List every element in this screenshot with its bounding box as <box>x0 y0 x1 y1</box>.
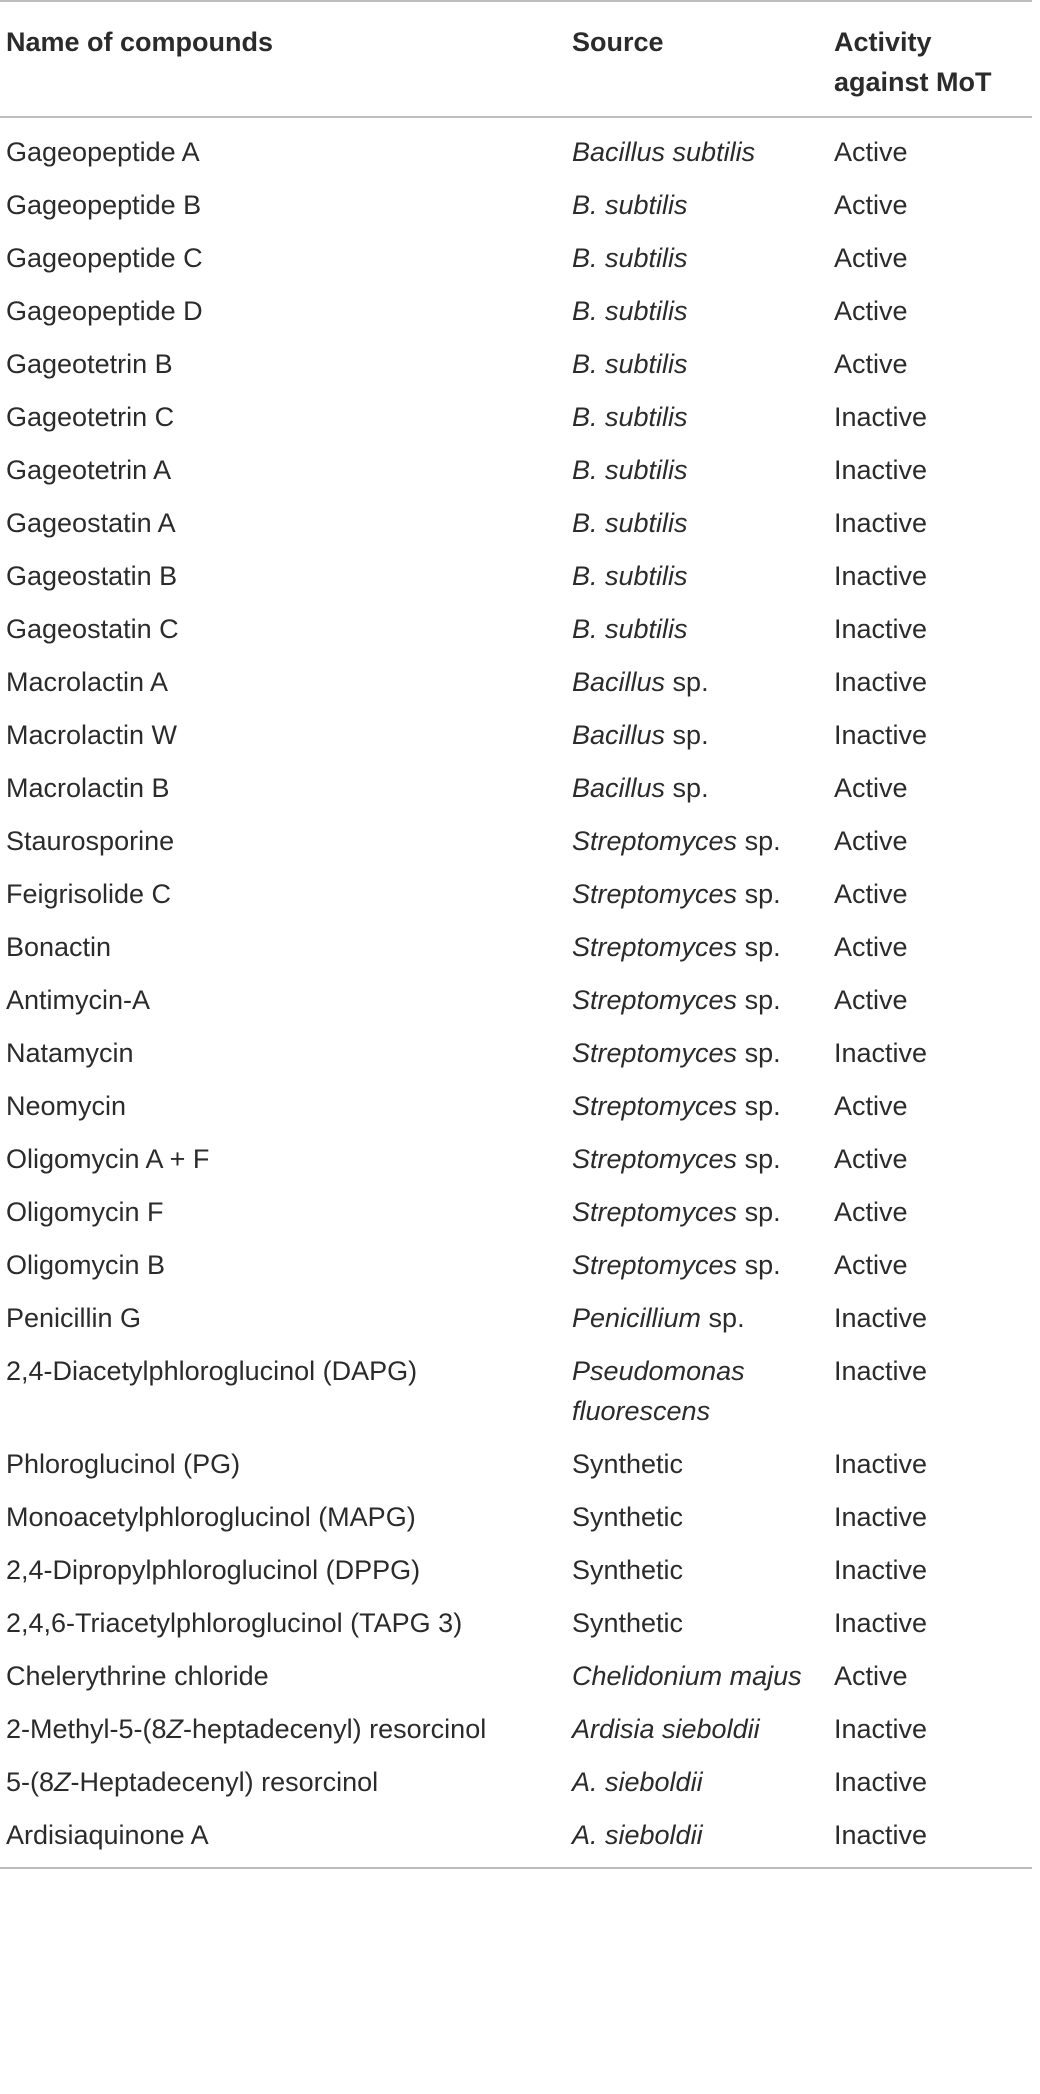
activity-cell: Active <box>834 932 908 962</box>
table-row <box>0 708 1032 761</box>
activity-cell: Inactive <box>834 508 928 538</box>
activity-cell: Inactive <box>834 1820 928 1850</box>
activity-cell: Active <box>834 190 908 220</box>
compound-name-italic: Z <box>166 1714 184 1744</box>
source-organism: Penicillium <box>572 1303 702 1333</box>
source-text: sp. <box>737 1144 781 1174</box>
source-cell <box>566 284 828 337</box>
compound-name-cell <box>0 602 566 655</box>
compound-name-text: Ardisiaquinone A <box>6 1820 209 1850</box>
table-row <box>0 117 1032 178</box>
table-row <box>0 1490 1032 1543</box>
activity-cell: Inactive <box>834 1502 928 1532</box>
source-cell <box>566 1437 828 1490</box>
source-cell <box>566 1649 828 1702</box>
compound-name-text: Macrolactin A <box>6 667 169 697</box>
activity-cell: Inactive <box>834 1608 928 1638</box>
source-text: Synthetic <box>572 1502 684 1532</box>
compound-name-text: Neomycin <box>6 1091 127 1121</box>
source-cell <box>566 655 828 708</box>
table-body <box>0 117 1032 1868</box>
compound-name-text: 5-(8 <box>6 1767 55 1797</box>
compound-name-text: Oligomycin F <box>6 1197 164 1227</box>
source-organism: B. subtilis <box>572 508 688 538</box>
compound-name-text: Bonactin <box>6 932 112 962</box>
compound-name-text: Gageopeptide A <box>6 137 200 167</box>
compound-name-cell <box>0 1132 566 1185</box>
table-row <box>0 1543 1032 1596</box>
compound-name-cell <box>0 284 566 337</box>
compound-name-text: Staurosporine <box>6 826 175 856</box>
compound-name-text: 2,4,6-Triacetylphloroglucinol (TAPG 3) <box>6 1608 463 1638</box>
compound-name-text: Monoacetylphloroglucinol (MAPG) <box>6 1502 416 1532</box>
compound-name-cell <box>0 1437 566 1490</box>
compound-name-text: Gageopeptide B <box>6 190 202 220</box>
source-organism: Streptomyces <box>572 1197 738 1227</box>
source-organism: B. subtilis <box>572 190 688 220</box>
source-cell <box>566 1702 828 1755</box>
source-text: sp. <box>665 720 709 750</box>
compound-name-text: Gageotetrin A <box>6 455 172 485</box>
source-organism: Bacillus <box>572 720 666 750</box>
compound-name-text: 2,4-Diacetylphloroglucinol (DAPG) <box>6 1356 418 1386</box>
source-text: sp. <box>737 1197 781 1227</box>
activity-cell: Inactive <box>834 1555 928 1585</box>
compound-name-cell <box>0 761 566 814</box>
compound-name-text: Antimycin-A <box>6 985 151 1015</box>
source-cell <box>566 761 828 814</box>
source-cell <box>566 1079 828 1132</box>
source-text: Synthetic <box>572 1449 684 1479</box>
table-row <box>0 867 1032 920</box>
table-row <box>0 178 1032 231</box>
source-organism: B. subtilis <box>572 561 688 591</box>
source-cell <box>566 443 828 496</box>
source-organism: Streptomyces <box>572 1250 738 1280</box>
source-organism: Streptomyces <box>572 985 738 1015</box>
source-text: sp. <box>737 1250 781 1280</box>
source-organism: Bacillus <box>572 667 666 697</box>
source-cell <box>566 1185 828 1238</box>
table-header <box>0 1 1032 117</box>
compound-name-cell <box>0 1649 566 1702</box>
compound-name-cell <box>0 1344 566 1437</box>
table-row <box>0 761 1032 814</box>
source-organism: B. subtilis <box>572 455 688 485</box>
compound-name-cell <box>0 1755 566 1808</box>
source-cell <box>566 867 828 920</box>
activity-cell: Inactive <box>834 1038 928 1068</box>
source-cell <box>566 814 828 867</box>
table-row <box>0 284 1032 337</box>
source-organism: Streptomyces <box>572 1038 738 1068</box>
source-organism: B. subtilis <box>572 402 688 432</box>
compound-name-text: 2,4-Dipropylphloroglucinol (DPPG) <box>6 1555 421 1585</box>
activity-cell: Inactive <box>834 614 928 644</box>
table-row <box>0 602 1032 655</box>
table-row <box>0 1702 1032 1755</box>
source-cell <box>566 117 828 178</box>
activity-cell: Active <box>834 349 908 379</box>
source-text: sp. <box>737 826 781 856</box>
source-text: sp. <box>737 1091 781 1121</box>
source-cell <box>566 1543 828 1596</box>
compound-name-text: Gageotetrin B <box>6 349 173 379</box>
activity-cell: Active <box>834 1661 908 1691</box>
source-organism: B. subtilis <box>572 243 688 273</box>
source-cell <box>566 1026 828 1079</box>
activity-cell: Inactive <box>834 455 928 485</box>
compound-name-cell <box>0 1185 566 1238</box>
compound-name-text: 2-Methyl-5-(8 <box>6 1714 167 1744</box>
activity-cell: Active <box>834 1144 908 1174</box>
table-row <box>0 1437 1032 1490</box>
source-cell <box>566 1238 828 1291</box>
source-organism: A. sieboldii <box>572 1820 703 1850</box>
table-row <box>0 1026 1032 1079</box>
source-text: Synthetic <box>572 1608 684 1638</box>
source-cell <box>566 1755 828 1808</box>
activity-cell: Active <box>834 985 908 1015</box>
source-text: sp. <box>701 1303 745 1333</box>
compound-name-cell <box>0 1543 566 1596</box>
table-row <box>0 549 1032 602</box>
compound-name-text: Chelerythrine chloride <box>6 1661 269 1691</box>
compound-name-text: Macrolactin B <box>6 773 170 803</box>
compound-name-cell <box>0 390 566 443</box>
activity-cell: Inactive <box>834 1356 928 1386</box>
table-row <box>0 1596 1032 1649</box>
table-row <box>0 814 1032 867</box>
source-organism: Ardisia sieboldii <box>572 1714 760 1744</box>
compound-name-cell <box>0 1291 566 1344</box>
source-text: sp. <box>665 667 709 697</box>
table-row <box>0 1649 1032 1702</box>
source-cell <box>566 549 828 602</box>
header-source: Source <box>572 27 664 57</box>
activity-cell: Inactive <box>834 1303 928 1333</box>
activity-cell: Inactive <box>834 1449 928 1479</box>
table-row <box>0 973 1032 1026</box>
source-organism: Pseudomonas fluorescens <box>572 1356 745 1426</box>
compound-name-text: Penicillin G <box>6 1303 142 1333</box>
activity-cell: Active <box>834 1091 908 1121</box>
compound-name-text: Feigrisolide C <box>6 879 172 909</box>
compound-name-cell <box>0 867 566 920</box>
source-cell <box>566 231 828 284</box>
compound-name-cell <box>0 337 566 390</box>
table-row <box>0 231 1032 284</box>
source-cell <box>566 178 828 231</box>
activity-cell: Active <box>834 1197 908 1227</box>
compound-name-cell <box>0 117 566 178</box>
compound-name-text: Phloroglucinol (PG) <box>6 1449 241 1479</box>
compound-name-text: Gageostatin A <box>6 508 176 538</box>
source-cell <box>566 1808 828 1868</box>
source-text: Synthetic <box>572 1555 684 1585</box>
table-row <box>0 443 1032 496</box>
activity-cell: Active <box>834 243 908 273</box>
activity-cell: Active <box>834 879 908 909</box>
header-activity: Activity against MoT <box>834 27 992 97</box>
activity-cell: Inactive <box>834 402 928 432</box>
compound-name-cell <box>0 1079 566 1132</box>
activity-cell: Active <box>834 826 908 856</box>
compound-name-text: Oligomycin B <box>6 1250 166 1280</box>
activity-cell: Inactive <box>834 1767 928 1797</box>
compound-name-cell <box>0 814 566 867</box>
source-cell <box>566 602 828 655</box>
source-text: sp. <box>737 879 781 909</box>
source-cell <box>566 1132 828 1185</box>
source-cell <box>566 1490 828 1543</box>
source-organism: B. subtilis <box>572 349 688 379</box>
activity-cell: Inactive <box>834 561 928 591</box>
compound-name-text: Oligomycin A + F <box>6 1144 210 1174</box>
source-organism: Streptomyces <box>572 1144 738 1174</box>
table-row <box>0 1132 1032 1185</box>
table-row <box>0 1185 1032 1238</box>
compound-name-cell <box>0 1238 566 1291</box>
table-row <box>0 1344 1032 1437</box>
source-text: sp. <box>737 932 781 962</box>
activity-cell: Active <box>834 137 908 167</box>
compound-name-cell <box>0 655 566 708</box>
table-row <box>0 920 1032 973</box>
compound-name-cell <box>0 1490 566 1543</box>
activity-cell: Active <box>834 1250 908 1280</box>
compound-name-cell <box>0 496 566 549</box>
source-organism: Streptomyces <box>572 879 738 909</box>
source-cell <box>566 1596 828 1649</box>
compound-name-cell <box>0 708 566 761</box>
source-text: sp. <box>737 985 781 1015</box>
compound-name-italic: Z <box>54 1767 71 1797</box>
activity-cell: Active <box>834 773 908 803</box>
activity-cell: Inactive <box>834 720 928 750</box>
compound-name-text: -heptadecenyl) resorcinol <box>183 1714 487 1744</box>
compound-name-text: -Heptadecenyl) resorcinol <box>70 1767 379 1797</box>
source-cell <box>566 1291 828 1344</box>
source-text: sp. <box>665 773 709 803</box>
table-row <box>0 1808 1032 1868</box>
source-cell <box>566 496 828 549</box>
activity-cell: Active <box>834 296 908 326</box>
source-organism: Bacillus <box>572 773 666 803</box>
source-organism: B. subtilis <box>572 296 688 326</box>
source-organism: Chelidonium majus <box>572 1661 802 1691</box>
compound-name-cell <box>0 1808 566 1868</box>
source-cell <box>566 1344 828 1437</box>
compound-name-text: Gageopeptide D <box>6 296 203 326</box>
compound-name-text: Natamycin <box>6 1038 134 1068</box>
table-row <box>0 337 1032 390</box>
source-organism: A. sieboldii <box>572 1767 703 1797</box>
table-row <box>0 655 1032 708</box>
header-row <box>0 1 1032 117</box>
source-cell <box>566 973 828 1026</box>
table-row <box>0 390 1032 443</box>
compound-name-cell <box>0 1596 566 1649</box>
compound-name-cell <box>0 231 566 284</box>
compound-name-cell <box>0 920 566 973</box>
activity-cell: Inactive <box>834 667 928 697</box>
compound-name-cell <box>0 178 566 231</box>
header-name-of-compounds: Name of compounds <box>6 27 274 57</box>
source-text: sp. <box>737 1038 781 1068</box>
source-cell <box>566 390 828 443</box>
source-organism: Streptomyces <box>572 826 738 856</box>
compound-name-text: Gageotetrin C <box>6 402 175 432</box>
compound-name-text: Macrolactin W <box>6 720 178 750</box>
source-cell <box>566 920 828 973</box>
table-row <box>0 1755 1032 1808</box>
compound-name-text: Gageostatin C <box>6 614 179 644</box>
compound-name-text: Gageostatin B <box>6 561 178 591</box>
compound-name-cell <box>0 1026 566 1079</box>
compound-name-cell <box>0 973 566 1026</box>
activity-cell: Inactive <box>834 1714 928 1744</box>
compound-name-cell <box>0 1702 566 1755</box>
source-organism: Streptomyces <box>572 932 738 962</box>
table-row <box>0 496 1032 549</box>
compound-name-cell <box>0 443 566 496</box>
table-row <box>0 1291 1032 1344</box>
source-cell <box>566 337 828 390</box>
source-organism: Bacillus subtilis <box>572 137 756 167</box>
table-row <box>0 1079 1032 1132</box>
table-row <box>0 1238 1032 1291</box>
compound-name-text: Gageopeptide C <box>6 243 203 273</box>
source-organism: B. subtilis <box>572 614 688 644</box>
source-cell <box>566 708 828 761</box>
source-organism: Streptomyces <box>572 1091 738 1121</box>
compound-name-cell <box>0 549 566 602</box>
